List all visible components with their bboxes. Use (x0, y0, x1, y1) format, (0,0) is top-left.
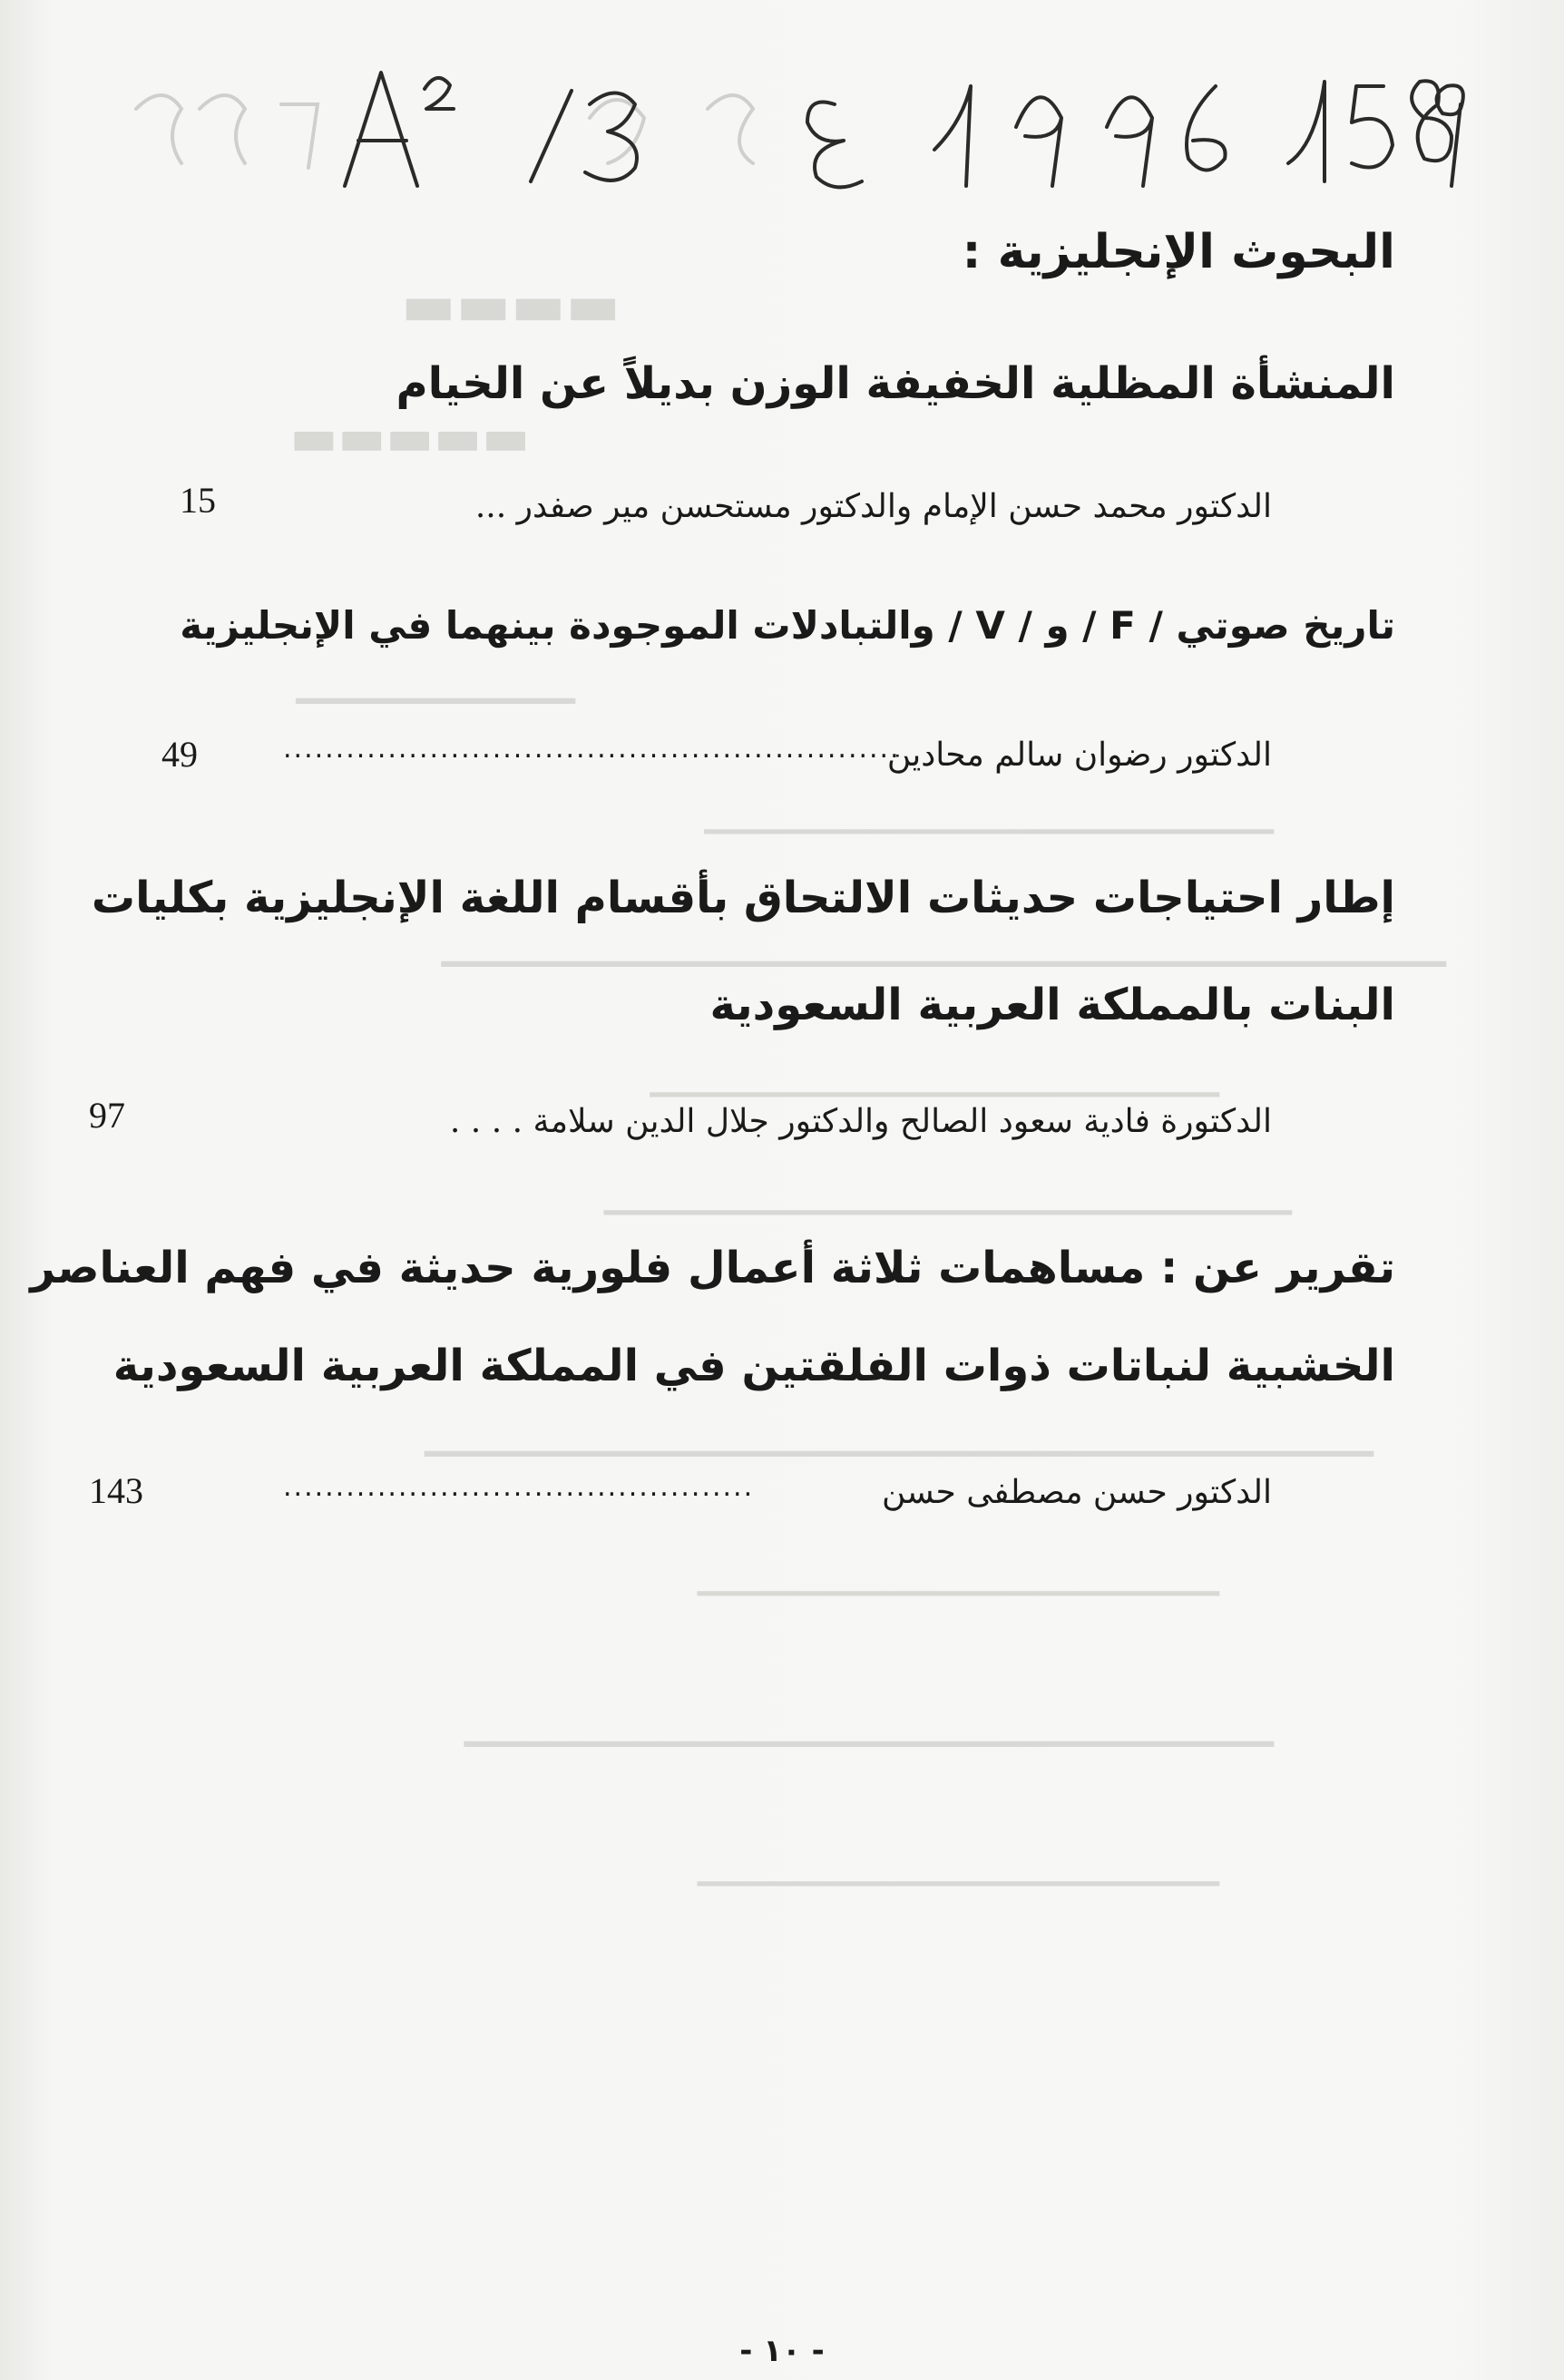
entry-title: الخشبية لنباتات ذوات الفلقتين في المملكة العربية السعودية (112, 1341, 1395, 1391)
bleed-through-mark: ▬▬▬▬ (401, 272, 621, 339)
bleed-through-mark: ▁▁▁▁▁▁▁▁▁▁▁▁▁▁▁▁▁▁▁▁▁▁▁▁▁▁▁▁▁ (464, 1705, 1274, 1747)
bleed-through-mark: ▁▁▁▁▁▁▁▁▁▁▁▁▁▁▁▁▁▁▁▁▁▁ (697, 1560, 1219, 1596)
entry-dot-leader: ............................................. (283, 1471, 755, 1503)
entry-title: إطار احتياجات حديثات الالتحاق بأقسام اللغة الإنجليزية بكليات (91, 873, 1395, 923)
handwritten-catalog-note (118, 54, 1479, 190)
entry-author: الدكتور رضوان سالم محادين (886, 736, 1272, 774)
page-footer-number: - ١٠ - (739, 2333, 825, 2369)
entry-title: البنات بالمملكة العربية السعودية (709, 980, 1395, 1030)
bleed-through-mark: ▁▁▁▁▁▁▁▁▁▁▁▁▁▁▁▁▁▁▁▁▁▁▁▁▁▁▁▁▁▁▁▁▁▁▁▁ (441, 925, 1446, 967)
entry-title: تقرير عن : مساهمات ثلاثة أعمال فلورية حديثة في فهم العناصر (30, 1243, 1395, 1293)
entry-dot-leader: ........................................................... (283, 733, 901, 765)
entry-title: المنشأة المظلية الخفيفة الوزن بديلاً عن الخيام (396, 358, 1395, 409)
bleed-through-mark: ▁▁▁▁▁▁▁▁▁▁▁▁▁▁▁▁▁▁▁▁▁▁▁▁▁▁▁▁▁▁▁▁▁▁ (425, 1415, 1373, 1457)
entry-page-number: 143 (89, 1470, 143, 1511)
entry-author: الدكتورة فادية سعود الصالح والدكتور جلال الدين سلامة . . . . (449, 1103, 1272, 1140)
entry-author: الدكتور حسن مصطفى حسن (882, 1474, 1272, 1511)
entry-author: الدكتور محمد حسن الإمام والدكتور مستحسن مير صفدر ... (474, 488, 1272, 525)
bleed-through-mark: ▁▁▁▁▁▁▁▁▁▁ (296, 662, 575, 704)
entry-title: تاريخ صوتي / F / و / V / والتبادلات الموجودة بينهما في الإنجليزية (180, 603, 1395, 648)
bleed-through-mark: ▁▁▁▁▁▁▁▁▁▁▁▁▁▁▁▁▁▁▁▁▁▁▁▁ (704, 798, 1274, 834)
entry-page-number: 15 (180, 480, 216, 521)
bleed-through-mark: ▁▁▁▁▁▁▁▁▁▁▁▁▁▁▁▁▁▁▁▁▁▁ (697, 1850, 1219, 1887)
bleed-through-mark: ▬▬▬▬▬ (289, 408, 530, 467)
bleed-through-mark: ▁▁▁▁▁▁▁▁▁▁▁▁▁▁▁▁▁▁▁▁▁▁▁▁ (650, 1061, 1219, 1097)
bleed-through-mark: ▁▁▁▁▁▁▁▁▁▁▁▁▁▁▁▁▁▁▁▁▁▁▁▁▁▁▁▁▁ (603, 1179, 1292, 1215)
section-heading: البحوث الإنجليزية : (962, 225, 1395, 279)
entry-page-number: 97 (89, 1095, 125, 1136)
entry-page-number: 49 (161, 734, 198, 775)
